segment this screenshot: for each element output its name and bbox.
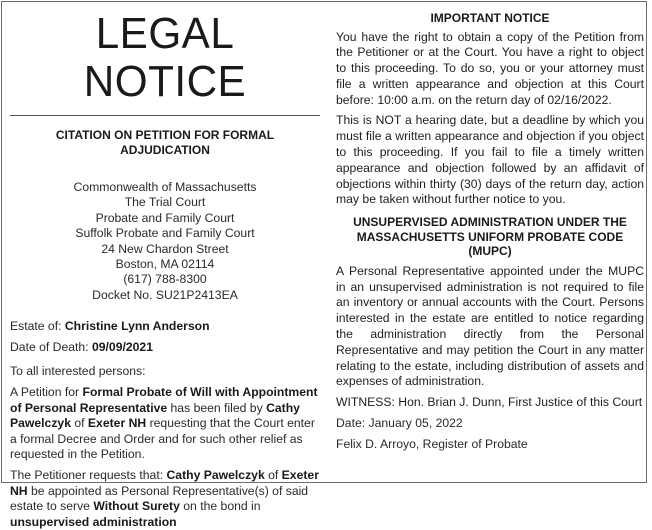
notice-date: Date: January 05, 2022 (336, 415, 463, 430)
request-text: be appointed as Personal Representative(s) of said estate to serve (10, 483, 309, 514)
request-text: of (264, 468, 282, 482)
estate-name: Christine Lynn Anderson (64, 319, 210, 334)
death-date: 09/09/2021 (91, 339, 153, 354)
right-column (336, 2, 644, 452)
witness-line: WITNESS: Hon. Brian J. Dunn, First Justice of this Court (336, 395, 643, 410)
mupc-paragraph: A Personal Representative appointed under the MUPC in an unsupervised administration is not required to file an inventory or annual accounts with the Court. Persons interested in the estate are entitled to notice regarding the administration directly from the Personal Representative and may petition the Court in any matter relating to the estate, including distribution of assets and expenses of administration. (336, 263, 644, 389)
important-notice-paragraph: You have the right to obtain a copy of the Petition from the Petitioner or at the Court. You have a right to object to this proceeding. To do so, you or your attorney must file a written appearance and objection at this Court before: 10:00 a.m. on the return day of 02/16/2022. (336, 29, 644, 107)
petition-text: requesting that the Court enter a formal Decree and Order and for such other relief as requested in the Petition. (10, 416, 315, 462)
petition-text: has been filed by (167, 400, 267, 415)
salutation: To all interested persons: (10, 364, 146, 379)
deadline-paragraph: This is NOT a hearing date, but a deadline by which you must file a written appearance and objection if you object to this proceeding. If you fail to file a timely written appearance and objection followed by an affidavit of objections within thirty (30) days of the return day, action may be taken without further notice to you. (336, 113, 644, 207)
death-date-label: Date of Death: (10, 339, 92, 354)
petition-text: of (70, 416, 88, 431)
petitioner-location: Exeter NH (87, 416, 147, 431)
register-of-probate: Felix D. Arroyo, Register of Probate (336, 436, 528, 451)
request-text: The Petitioner requests that: (10, 468, 167, 482)
petitioner-name: Cathy Pawelczyk (10, 400, 300, 431)
representative-name: Cathy Pawelczyk (166, 468, 265, 482)
surety-term: Without Surety (93, 499, 180, 514)
death-date-line (10, 340, 320, 356)
docket-number: Docket No. SU21P2413EA (92, 287, 238, 302)
masthead-divider (10, 115, 320, 116)
citation-heading: CITATION ON PETITION FOR FORMAL ADJUDICATION (55, 128, 275, 157)
address-line: Commonwealth of Massachusetts (73, 180, 257, 194)
address-line: Probate and Family Court (95, 210, 235, 225)
mupc-heading: UNSUPERVISED ADMINISTRATION UNDER THE MASSACHUSETTS UNIFORM PROBATE CODE (MUPC) (353, 215, 627, 259)
petition-text: A Petition for (10, 385, 83, 400)
request-text: on the bond in (179, 499, 261, 514)
court-address (10, 180, 320, 303)
petition-paragraph (10, 385, 320, 463)
legal-notice-frame (1, 1, 647, 529)
request-paragraph (10, 468, 320, 530)
estate-line (10, 319, 320, 335)
petition-type: Formal Probate of Will with Appointment of Personal Representative (10, 385, 318, 415)
representative-location: Exeter NH (10, 468, 319, 498)
address-line: Suffolk Probate and Family Court (75, 226, 255, 241)
address-line: 24 New Chardon Street (101, 241, 229, 256)
address-line: The Trial Court (124, 195, 206, 210)
address-line: (617) 788-8300 (123, 272, 207, 287)
administration-type: unsupervised administration (10, 514, 177, 529)
estate-label: Estate of: (10, 319, 65, 334)
important-notice-heading: IMPORTANT NOTICE (430, 11, 550, 25)
left-column (10, 2, 320, 530)
address-line: Boston, MA 02114 (115, 257, 215, 272)
masthead-title: LEGAL NOTICE (83, 9, 247, 106)
